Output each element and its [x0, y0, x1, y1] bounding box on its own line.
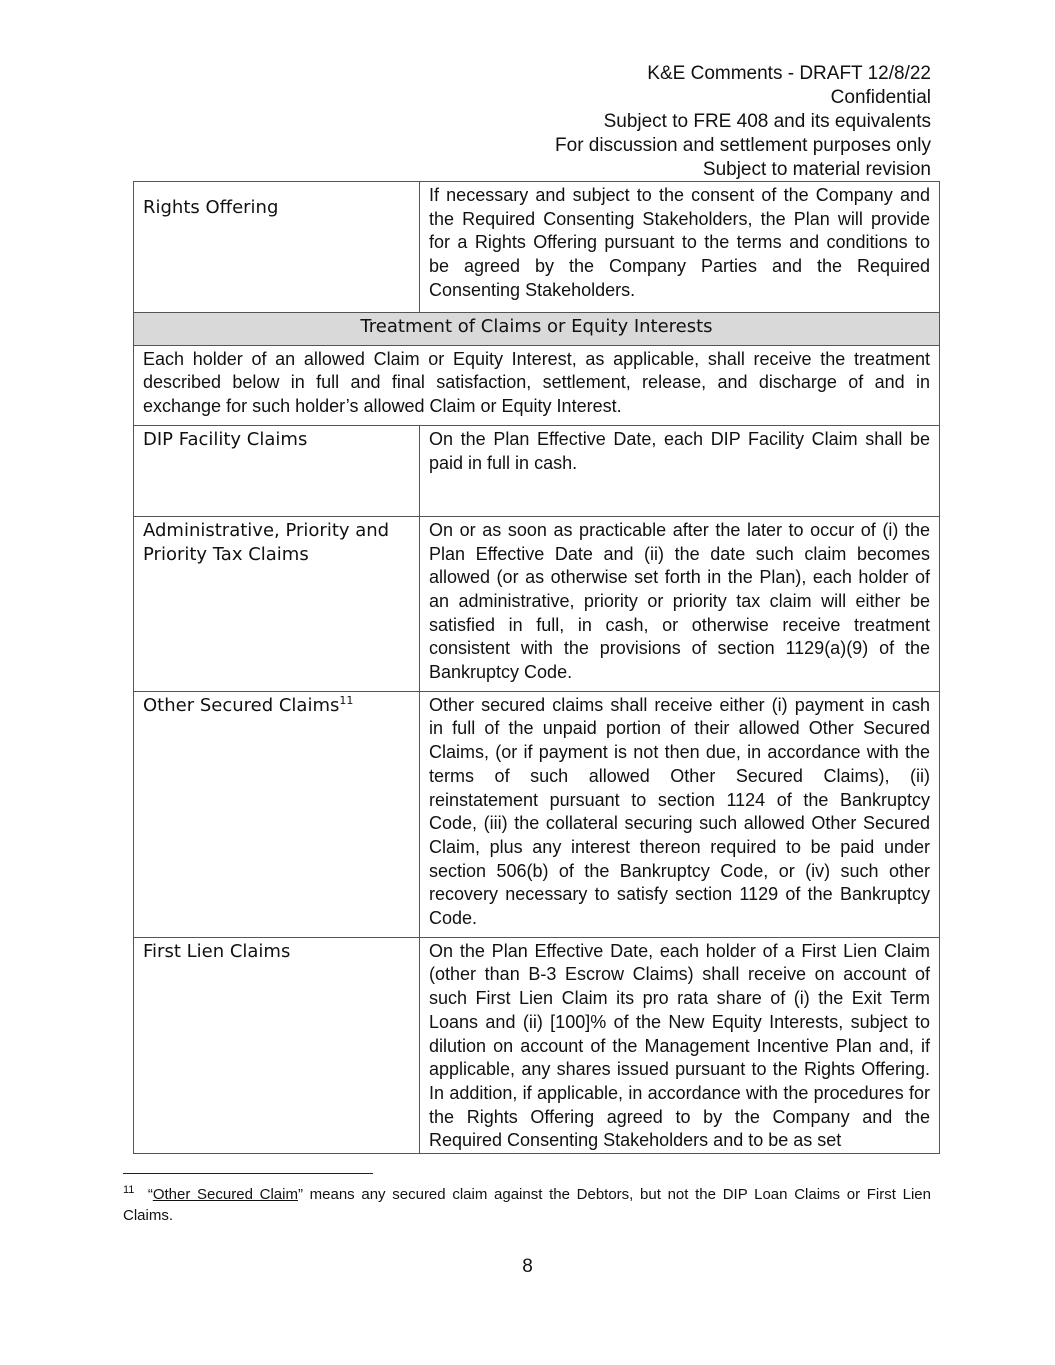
table-row: [134, 937, 940, 1153]
row-text-rights-offering: If necessary and subject to the consent of the Company and the Required Consenting Stakeholders, the Plan will provide for a Rights Offering pursuant to the terms and conditions to be agreed by the Company Parties and the Required Consenting Stakeholders.: [420, 182, 940, 313]
row-text-admin: On or as soon as practicable after the later to occur of (i) the Plan Effective Date and (ii) the date such claim becomes allowed (or as otherwise set forth in the Plan), each holder of an administrative, priority or priority tax claim will either be satisfied in full, in cash, or otherwise receive treatment consistent with the provisions of section 1129(a)(9) of the Bankruptcy Code.: [420, 516, 940, 691]
footnote: [123, 1184, 931, 1226]
row-text-other-secured: Other secured claims shall receive either (i) payment in cash in full of the unpaid portion of their allowed Other Secured Claims, (or if payment is not then due, in accordance with the terms of such allowed Other Secured Claims), (ii) reinstatement pursuant to section 1124 of the Bankruptcy Code, (iii) the collateral securing such allowed Other Secured Claim, plus any interest thereon required to be paid under section 506(b) of the Bankruptcy Code, or (iv) such other recovery necessary to satisfy section 1129 of the Bankruptcy Code.: [420, 691, 940, 937]
footnote-divider: [123, 1173, 373, 1174]
fre-notice: Subject to FRE 408 and its equivalents: [603, 111, 931, 132]
term-sheet-table: [133, 181, 940, 1154]
table-row: [134, 345, 940, 425]
footnote-reference[interactable]: 11: [339, 693, 354, 707]
footnote-defined-term: Other Secured Claim: [152, 1186, 298, 1203]
row-label-rights-offering: Rights Offering: [134, 182, 420, 313]
table-row: [134, 691, 940, 937]
page-number: 8: [522, 1256, 533, 1277]
row-label-other-secured: [134, 691, 420, 937]
row-text-dip: On the Plan Effective Date, each DIP Facility Claim shall be paid in full in cash.: [420, 425, 940, 516]
section-heading-row: [134, 313, 940, 346]
section-heading: Treatment of Claims or Equity Interests: [134, 313, 940, 346]
revision-notice: Subject to material revision: [702, 159, 931, 180]
table-row: [134, 425, 940, 516]
document-header: [555, 62, 931, 182]
table-row: [134, 182, 940, 313]
other-secured-label-text: Other Secured Claims: [143, 694, 340, 716]
row-label-dip: DIP Facility Claims: [134, 425, 420, 516]
settlement-notice: For discussion and settlement purposes only: [555, 135, 931, 156]
row-label-first-lien: First Lien Claims: [134, 937, 420, 1153]
row-text-first-lien: On the Plan Effective Date, each holder of a First Lien Claim (other than B-3 Escrow Claims) shall receive on account of such First Lien Claim its pro rata share of (i) the Exit Term Loans and (ii) [100]% of the New Equity Interests, subject to dilution on account of the Management Incentive Plan and, if applicable, any shares issued pursuant to the Rights Offering. In addition, if applicable, in accordance with the procedures for the Rights Offering agreed to by the Company and the Required Consenting Stakeholders and to be as set: [420, 937, 940, 1153]
footnote-open-quote: “: [147, 1186, 153, 1203]
confidential-notice: Confidential: [830, 87, 931, 108]
draft-notice: K&E Comments - DRAFT 12/8/22: [647, 63, 931, 84]
row-label-admin: Administrative, Priority and Priority Tax Claims: [134, 516, 420, 691]
table-row: [134, 516, 940, 691]
footnote-definition: ” means any secured claim against the Debtors, but not the DIP Loan Claims or First Lien Claims.: [123, 1186, 931, 1224]
treatment-intro: Each holder of an allowed Claim or Equity Interest, as applicable, shall receive the treatment described below in full and final satisfaction, settlement, release, and discharge of and in exchange for such holder’s allowed Claim or Equity Interest.: [134, 345, 940, 425]
footnote-number: 11: [123, 1184, 135, 1196]
